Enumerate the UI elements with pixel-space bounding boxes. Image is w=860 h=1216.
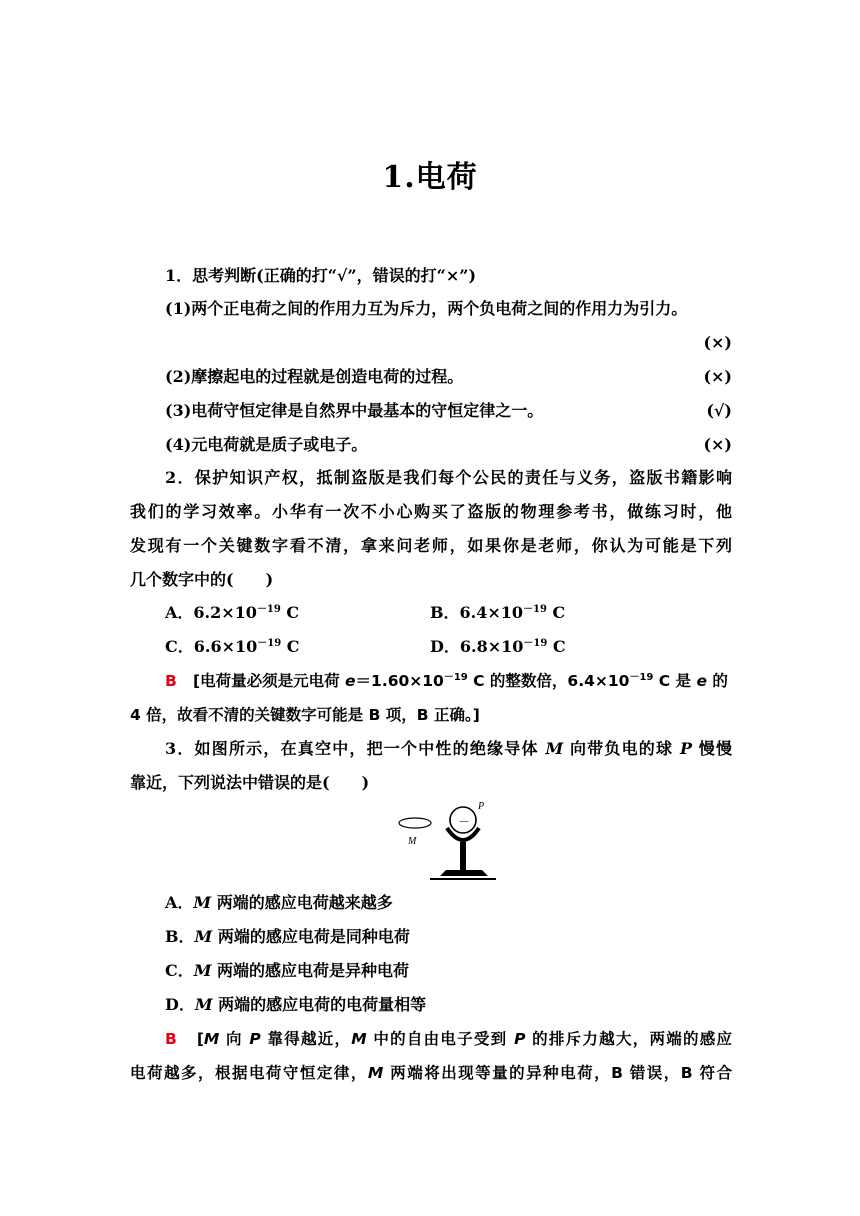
q3-option-a: A．M 两端的感应电荷越来越多	[165, 893, 393, 912]
q2-answer: B	[165, 672, 177, 690]
q2-option-d: D．$6.8\times 10^{-19}$ C	[430, 637, 566, 656]
q2-line-4: 几个数字中的( )	[130, 570, 274, 589]
conductor-m-shape	[399, 818, 431, 828]
q1-item-1-mark: (×)	[703, 333, 732, 352]
q2-line-3: 发现有一个关键数字看不清，拿来问老师，如果你是老师，你认为可能是下列	[130, 536, 732, 555]
page-title: 1.电荷	[382, 160, 478, 195]
q3-explanation-line-1: B [M 向 P 靠得越近，M 中的自由电子受到 P 的排斥力越大，两端的感应	[165, 1030, 733, 1048]
q3-answer: B	[165, 1030, 177, 1048]
minus-sign: －	[458, 815, 471, 829]
label-p: P	[478, 801, 485, 812]
q1-item-2-mark: (×)	[703, 367, 732, 386]
q3-option-c: C．M 两端的感应电荷是异种电荷	[165, 961, 410, 980]
q2-line-1: 2．保护知识产权，抵制盗版是我们每个公民的责任与义务，盗版书籍影响	[165, 468, 732, 487]
q1-item-2-text: (2)摩擦起电的过程就是创造电荷的过程。	[165, 367, 464, 386]
conductor-sphere-figure	[392, 800, 502, 882]
q3-line-1: 3．如图所示，在真空中，把一个中性的绝缘导体 M 向带负电的球 P 慢慢	[165, 739, 732, 758]
q3-option-b: B．M 两端的感应电荷是同种电荷	[165, 927, 410, 946]
stand-rod	[460, 842, 466, 870]
q1-item-1-text: (1)两个正电荷之间的作用力互为斥力，两个负电荷之间的作用力为引力。	[165, 299, 688, 318]
q3-option-d: D．M 两端的感应电荷的电荷量相等	[165, 995, 427, 1014]
q3-explanation-line-2: 电荷越多，根据电荷守恒定律，M 两端将出现等量的异种电荷，B 错误，B 符合	[130, 1064, 732, 1082]
q1-item-4	[165, 434, 732, 456]
q1-item-3	[165, 400, 732, 422]
stand-base	[440, 870, 488, 876]
q1-item-4-mark: (×)	[703, 435, 732, 454]
q1-item-3-mark: (√)	[706, 401, 732, 420]
q1-item-4-text: (4)元电荷就是质子或电子。	[165, 435, 368, 454]
q2-option-c: C．$6.6\times 10^{-19}$ C	[165, 637, 300, 656]
sphere-holder-cup	[447, 828, 479, 840]
q3-line-2: 靠近，下列说法中错误的是( )	[130, 773, 370, 792]
q2-line-2: 我们的学习效率。小华有一次不小心购买了盗版的物理参考书，做练习时，他	[130, 502, 732, 521]
q1-heading: 1．思考判断(正确的打“√”，错误的打“×”)	[165, 266, 477, 285]
q2-option-b: B．$6.4\times 10^{-19}$ C	[430, 603, 566, 622]
q1-item-2	[165, 366, 732, 388]
q2-explanation-line-2: 4 倍，故看不清的关键数字可能是 B 项，B 正确。]	[130, 706, 480, 724]
q2-option-a: A．$6.2\times 10^{-19}$ C	[165, 603, 300, 622]
q2-explanation-line-1: B [电荷量必须是元电荷 $e=1.60\times 10^{-19}$ C 的整数倍，$6.4\times 10^{-19}$ C 是 e 的	[165, 672, 728, 690]
q1-item-3-text: (3)电荷守恒定律是自然界中最基本的守恒定律之一。	[165, 401, 544, 420]
label-m: M	[408, 836, 417, 847]
